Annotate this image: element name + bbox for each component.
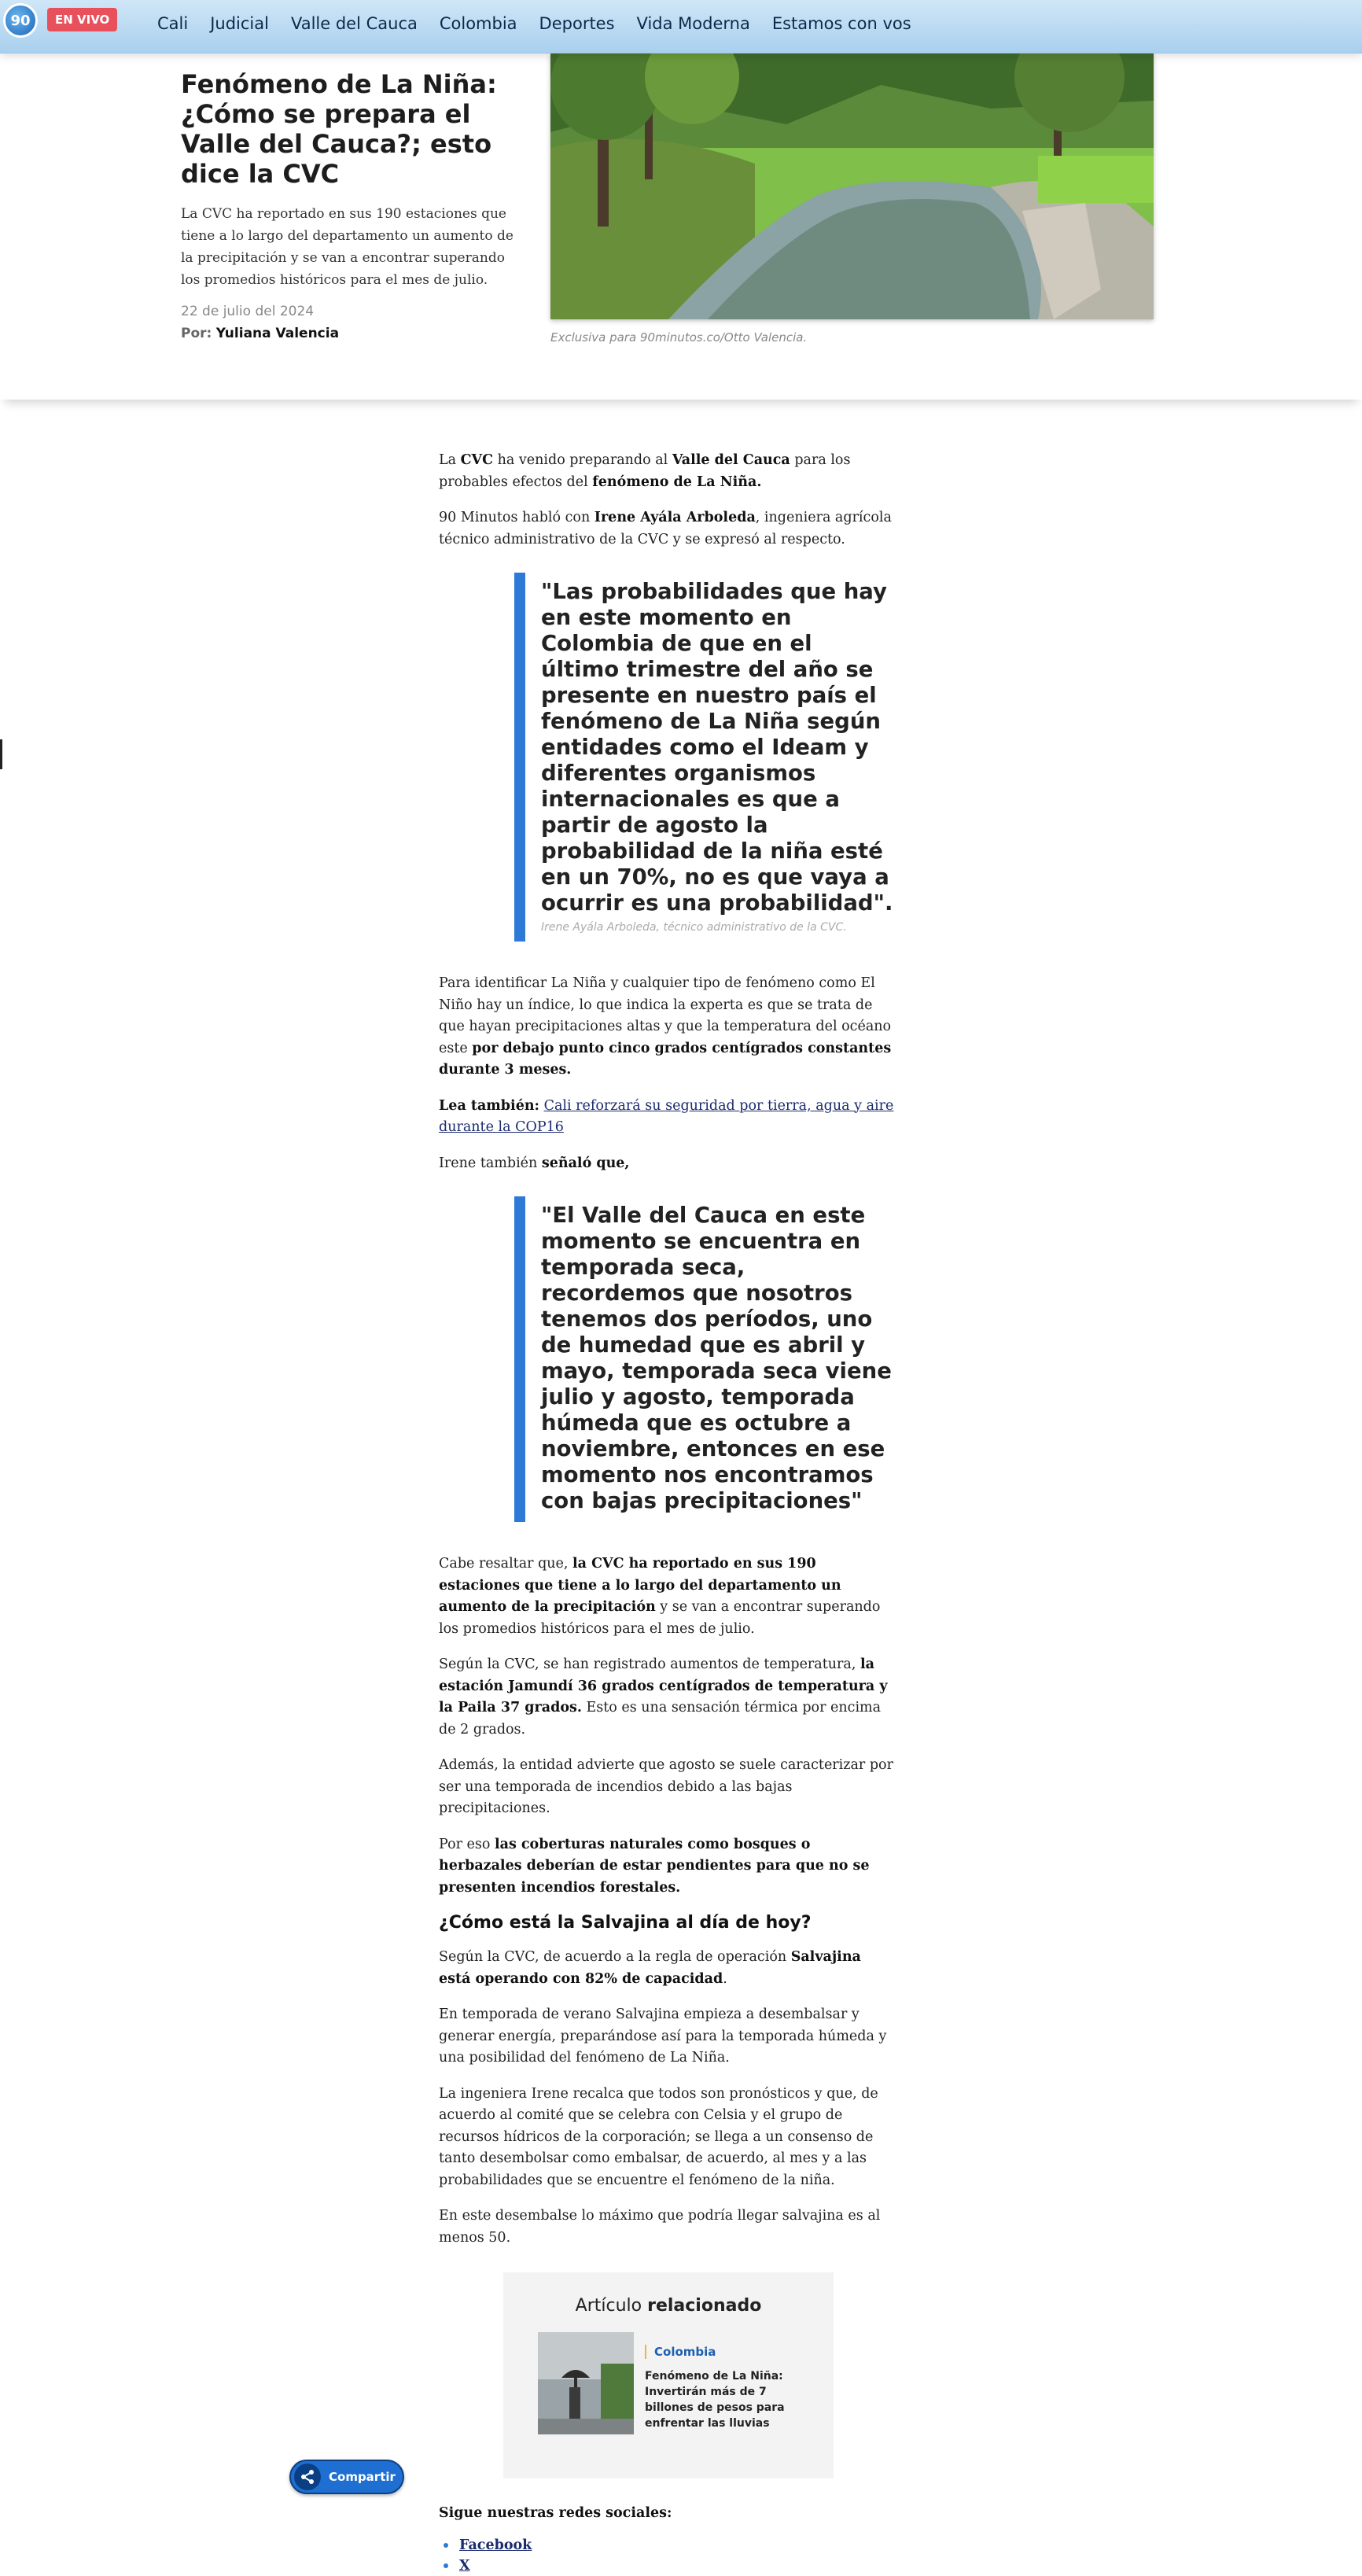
paragraph: Irene también señaló que, — [439, 1155, 630, 1171]
share-label: Compartir — [329, 2470, 396, 2484]
article-date: 22 de julio del 2024 — [181, 304, 315, 319]
paragraph: En temporada de verano Salvajina empieza a desembalsar y generar energía, preparándose así para la temporada húmeda y una posibilidad del fenómeno de La Niña. — [439, 2007, 887, 2066]
article-body — [439, 450, 895, 2576]
x-link[interactable]: X — [459, 2558, 470, 2574]
pull-quote — [514, 573, 895, 942]
paragraph: La CVC ha venido preparando al Valle del Cauca para los probables efectos del fenómeno de La Niña. — [439, 452, 851, 490]
read-also-link[interactable]: Cali reforzará su seguridad por tierra, agua y aire durante la COP16 — [439, 1097, 894, 1135]
section-heading: ¿Cómo está la Salvajina al día de hoy? — [439, 1913, 812, 1933]
social-links — [439, 2535, 895, 2576]
related-heading: Artículo relacionado — [575, 2296, 762, 2316]
paragraph: Cabe resaltar que, la CVC ha reportado en sus 190 estaciones que tiene a lo largo del departamento un aumento de la precipitación y se van a encontrar superando los promedios históricos para el mes de julio. — [439, 1556, 881, 1637]
menu-item-valle-del-cauca[interactable]: Valle del Cauca — [290, 14, 418, 33]
hero-image — [550, 53, 1154, 319]
share-icon — [294, 2464, 321, 2490]
paragraph: En este desembalse lo máximo que podría llegar salvajina es al menos 50. — [439, 2208, 881, 2246]
menu-item-estamos-con-vos[interactable]: Estamos con vos — [771, 14, 911, 33]
paragraph: Según la CVC, de acuerdo a la regla de operación Salvajina está operando con 82% de capacidad. — [439, 1949, 861, 1987]
menu-item-judicial[interactable]: Judicial — [210, 14, 269, 33]
related-thumbnail[interactable] — [538, 2332, 634, 2434]
quote-citation: Irene Ayála Arboleda, técnico administrativo de la CVC. — [541, 921, 847, 934]
social-item — [439, 2535, 895, 2556]
author-label: Por: — [181, 326, 212, 341]
related-article-card[interactable] — [503, 2272, 834, 2478]
paragraph: Por eso las coberturas naturales como bosques o herbazales deberían de estar pendientes para que no se presenten incendios forestales. — [439, 1836, 870, 1896]
site-logo[interactable] — [3, 3, 38, 38]
creek-photo — [550, 53, 1154, 319]
facebook-link[interactable]: Facebook — [459, 2537, 532, 2553]
read-also-label: Lea también: — [439, 1097, 540, 1114]
main-menu — [157, 0, 911, 47]
live-badge[interactable]: EN VIVO — [47, 8, 117, 31]
image-caption: Exclusiva para 90minutos.co/Otto Valencia. — [550, 330, 808, 345]
menu-item-vida-moderna[interactable]: Vida Moderna — [636, 14, 750, 33]
top-navigation — [0, 0, 1362, 53]
social-item — [439, 2556, 895, 2576]
related-category[interactable]: Colombia — [645, 2345, 716, 2359]
share-button[interactable] — [289, 2460, 404, 2494]
article-header — [0, 53, 1362, 400]
quote-text: "Las probabilidades que hay en este momento en Colombia de que en el último trimestre del año se presente en nuestro país el fenómeno de La Niña según entidades como el Ideam y diferentes organismos internacionales es que a partir de agosto la probabilidad de la niña esté en un 70%, no es que vaya a ocurrir es una probabilidad". — [541, 579, 893, 916]
social-heading: Sigue nuestras redes sociales: — [439, 2505, 672, 2521]
read-also — [439, 1096, 895, 1139]
article-byline — [181, 326, 339, 341]
menu-item-cali[interactable]: Cali — [157, 14, 189, 33]
paragraph: Además, la entidad advierte que agosto se suele caracterizar por ser una temporada de incendios debido a las bajas precipitaciones. — [439, 1757, 893, 1816]
menu-item-deportes[interactable]: Deportes — [539, 14, 615, 33]
pull-quote — [514, 1196, 895, 1522]
menu-item-colombia[interactable]: Colombia — [439, 14, 517, 33]
related-title[interactable]: Fenómeno de La Niña: Invertirán más de 7 billones de pesos para enfrentar las lluvias — [645, 2370, 785, 2430]
quote-text: "El Valle del Cauca en este momento se encuentra en temporada seca, recordemos que nosotros tenemos dos períodos, uno de humedad que es abril y mayo, temporada seca viene julio y agosto, temporada húmeda que es octubre a noviembre, entonces en ese momento nos encontramos con bajas precipitaciones" — [541, 1203, 892, 1513]
logo-text: 90 — [10, 12, 31, 29]
article-title: Fenómeno de La Niña: ¿Cómo se prepara el Valle del Cauca?; esto dice la CVC — [181, 69, 497, 189]
text-cursor — [0, 739, 2, 769]
paragraph: La ingeniera Irene recalca que todos son pronósticos y que, de acuerdo al comité que se celebra con Celsia y el grupo de recursos hídricos de la corporación; se llega a un consenso de tanto desembolsar como embalsar, de acuerdo, al mes y a las probabilidades que se encuentre el fenómeno de la niña. — [439, 2085, 878, 2188]
paragraph: 90 Minutos habló con Irene Ayála Arboleda, ingeniera agrícola técnico administrativo de la CVC y se expresó al respecto. — [439, 510, 892, 547]
author-name[interactable]: Yuliana Valencia — [215, 326, 340, 341]
paragraph: Para identificar La Niña y cualquier tipo de fenómeno como El Niño hay un índice, lo que indica la experta es que se trata de que hayan precipitaciones altas y que la temperatura del océano este por debajo punto cinco grados centígrados constantes durante 3 meses. — [439, 975, 892, 1078]
paragraph: Según la CVC, se han registrado aumentos de temperatura, la estación Jamundí 36 grados centígrados de temperatura y la Paila 37 grados. Esto es una sensación térmica por encima de 2 grados. — [439, 1657, 888, 1738]
article-lead: La CVC ha reportado en sus 190 estaciones que tiene a lo largo del departamento un aumento de la precipitación y se van a encontrar superando los promedios históricos para el mes de julio. — [181, 206, 514, 288]
